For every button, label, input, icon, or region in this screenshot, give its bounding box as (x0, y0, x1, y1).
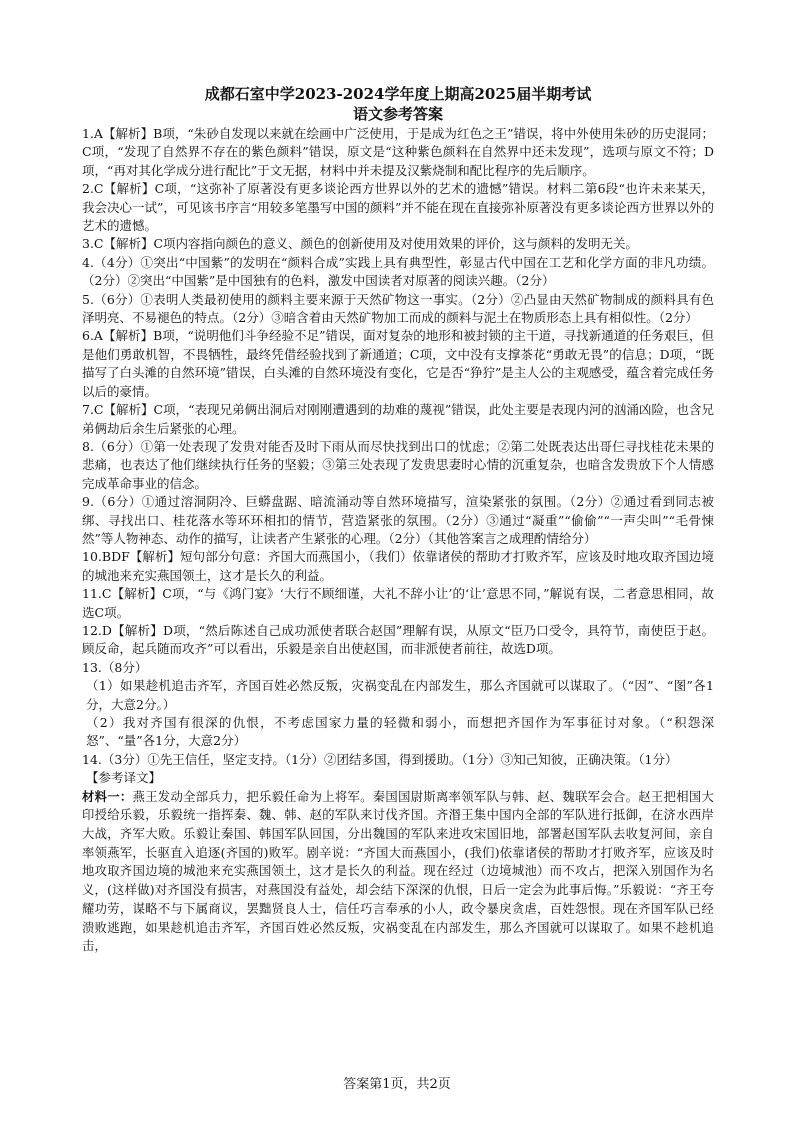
answer-12: 12.D【解析】D项，“然后陈述自己成功派使者联合赵国”理解有误，从原文“臣乃口受令，具符节，南使臣于赵。顾反命，起兵随而攻齐”可以看出，乐毅是亲自出使赵国，而非派使者前往，故选D项。 (82, 622, 714, 657)
translation-body: 燕王发动全部兵力，把乐毅任命为上将军。秦国国尉斯离率领军队与韩、赵、魏联军会合。赵王把相国大印授给乐毅，乐毅统一指挥秦、魏、韩、赵的军队来讨伐齐国。齐湣王集中国内全部的军队进行抵御，在济水西岸大战，齐军大败。乐毅让秦国、韩国军队回国，分出魏国的军队来进攻宋国旧地，部署赵国军队去收复河间，亲自率领燕军，长驱直入追逐(齐国的)败军。剧辛说：“齐国大而燕国小，(我们)依靠诸侯的帮助才打败齐军，应该及时地攻取齐国边境的城池来充实燕国领土，这才是长久的利益。现在经过（边境城池）而不攻占，把深入别国作为名义，(这样做)对齐国没有损害，对燕国没有益处，却会结下深深的仇恨，日后一定会为此事后悔。”乐毅说：“齐王夸耀功劳，谋略不与下属商议，罢黜贤良人士，信任巧言奉承的小人，政令暴戾贪虐，百姓怨恨。现在齐国军队已经溃败逃跑，如果趁机追击齐军，齐国百姓必然反叛，灾祸变乱在内部发生，那么齐国就可以谋取了。如果不趁机追击， (82, 789, 714, 954)
answer-13-heading: 13.（8分） (82, 659, 148, 675)
translation-heading: 【参考译文】 (86, 770, 162, 786)
answer-13-part-1: （1）如果趁机追击齐军，齐国百姓必然反叛，灾祸变乱在内部发生，那么齐国就可以谋取了。（“因”、“图”各1分，大意2分。） (86, 678, 714, 712)
answer-11: 11.C【解析】C项，“与《鸿门宴》‘大行不顾细谨，大礼不辞小让’的‘让’意思不同，”解说有误，二者意思相同，故选C项。 (82, 586, 714, 620)
answer-10: 10.BDF【解析】短句部分句意：齐国大而燕国小，（我们）依靠诸侯的帮助才打败齐军，应该及时地攻取齐国边境的城池来充实燕国领土，这才是长久的利益。 (82, 549, 714, 583)
answer-8: 8.（6分）①第一处表现了发贵对能否及时下雨从而尽快找到出口的忧虑；②第二处既表达出哥仨寻找桂花未果的悲痛，也表达了他们继续执行任务的坚毅；③第三处表现了发贵思妻时心情的沉重复杂，也暗含发贵放下个人情感完成革命事业的信念。 (82, 438, 714, 491)
translation-label: 材料一： (82, 788, 133, 804)
answer-7: 7.C【解析】C项，“表现兄弟俩出洞后对刚刚遭遇到的劫难的蔑视”错误，此处主要是表现内河的汹涌凶险，也含兄弟俩劫后余生后紧张的心理。 (82, 402, 714, 436)
translation-text (82, 788, 714, 956)
answer-9: 9.（6分）①通过溶洞阴冷、巨蟒盘踞、暗流涌动等自然环境描写，渲染紧张的氛围。（2分）②通过看到同志被绑、寻找出口、桂花落水等环环相扣的情节，营造紧张的氛围。（2分）③通过“凝重”“偷偷”“一声尖叫”“毛骨悚然”等人物神态、动作的描写，让读者产生紧张的心理。（2分）（其他答案言之成理酌情给分） (82, 494, 714, 546)
document-subtitle: 语文参考答案 (352, 105, 443, 123)
document-title: 成都石室中学2023-2024学年度上期高2025届半期考试 (204, 85, 592, 103)
answer-5: 5.（6分）①表明人类最初使用的颜料主要来源于天然矿物这一事实。（2分）②凸显由天然矿物制成的颜料具有色泽明亮、不易褪色的特点。（2分）③暗含着由天然矿物加工而成的颜料与泥土在物质形态上具有相似性。（2分） (82, 291, 714, 326)
answer-13-part-2: （2）我对齐国有很深的仇恨，不考虑国家力量的轻微和弱小，而想把齐国作为军事征讨对象。（“积怨深怒”、“量”各1分，大意2分） (86, 715, 714, 749)
answer-6: 6.A【解析】B项，“说明他们斗争经验不足”错误，面对复杂的地形和被封锁的主干道，寻找新通道的任务艰巨，但是他们勇敢机智，不畏牺牲，最终凭借经验找到了新通道；C项，文中没有支撑茶花“勇敢无畏”的信息；D项，“既描写了白头滩的自然环境”错误，白头滩的自然环境没有变化，它是否“狰狞”是主人公的主观感受，蕴含着完成任务以后的豪情。 (82, 328, 714, 399)
answer-4: 4.（4分）①突出“中国紫”的发明在“颜料合成”实践上具有典型性，彰显古代中国在工艺和化学方面的非凡功绩。（2分）②突出“中国紫”是中国独有的色料，激发中国读者对原著的阅读兴趣。（2分） (82, 254, 714, 289)
answer-2: 2.C【解析】C项，“这弥补了原著没有更多谈论西方世界以外的艺术的遗憾”错误。材料二第6段“也许未来某天，我会决心一试”，可见该书序言“用较多笔墨写中国的颜料”并不能在现在直接弥补原著没有更多谈论西方世界以外的艺术的遗憾。 (82, 181, 714, 234)
page-footer: 答案第1页，共2页 (343, 1077, 451, 1092)
answer-1: 1.A【解析】B项，“朱砂自发现以来就在绘画中广泛使用，于是成为红色之王”错误，将中外使用朱砂的历史混同；C项，“发现了自然界不存在的紫色颜料”错误，原文是“这种紫色颜料在自然界中还未发现”，选项与原文不符；D项，“再对其化学成分进行配比”于文无据，材料中并未提及汉紫烧制和配比程序的先后顺序。 (82, 126, 714, 178)
answer-3: 3.C【解析】C项内容指向颜色的意义、颜色的创新使用及对使用效果的评价，这与颜料的发明无关。 (82, 236, 639, 252)
answers-body (82, 125, 714, 956)
answer-14: 14.（3分）①先王信任，坚定支持。（1分）②团结多国，得到援助。（1分）③知己知彼，正确决策。（1分） (82, 751, 678, 767)
